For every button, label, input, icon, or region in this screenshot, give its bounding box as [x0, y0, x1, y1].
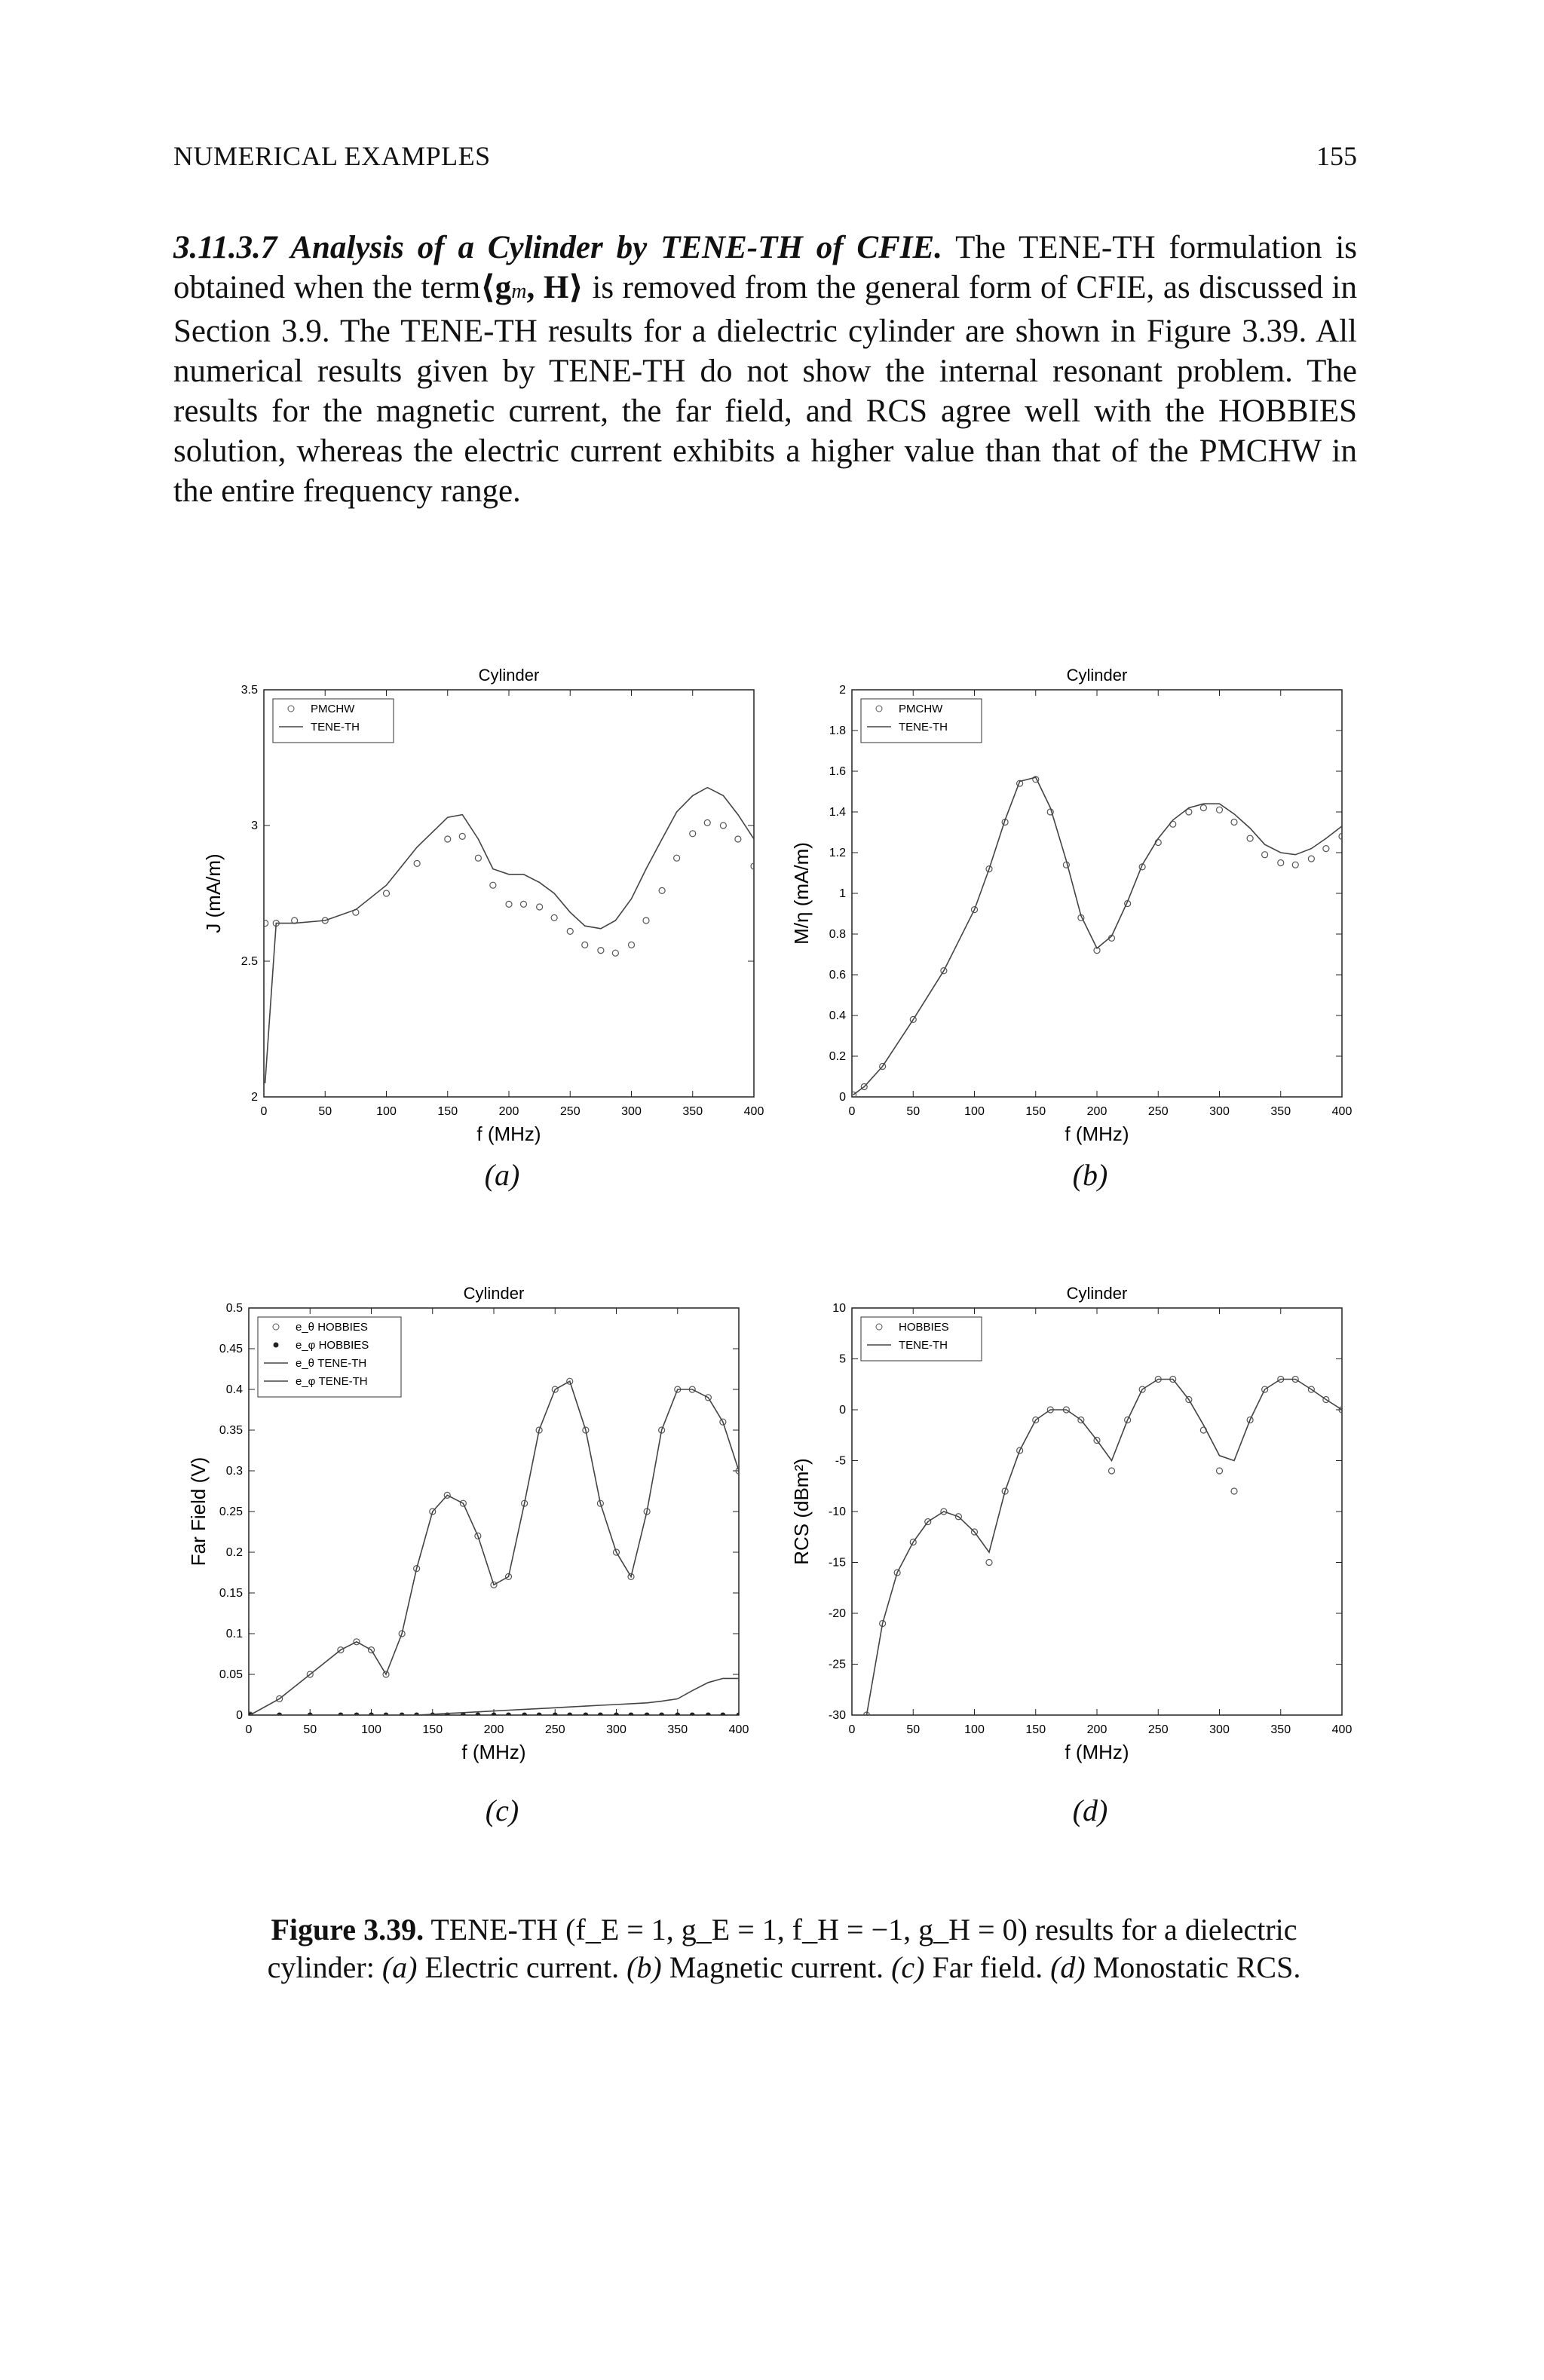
data-point: [690, 831, 696, 837]
data-point: [567, 1713, 572, 1718]
series-line: [867, 1380, 1343, 1716]
section-title: Analysis of a Cylinder by TENE-TH of CFIE.: [290, 230, 942, 265]
y-tick-label: 0.35: [219, 1424, 243, 1437]
x-tick-label: 0: [848, 1105, 856, 1118]
page-number: 155: [1316, 141, 1357, 171]
y-tick-label: -30: [828, 1709, 846, 1722]
data-point: [1278, 860, 1284, 866]
legend-label: TENE-TH: [311, 721, 360, 734]
panel-b-label: (b): [1072, 1158, 1108, 1192]
data-point: [704, 819, 710, 825]
data-point: [690, 1713, 695, 1718]
legend-label: e_θ HOBBIES: [296, 1321, 368, 1334]
y-tick-label: 0.2: [829, 1050, 846, 1063]
data-point: [1308, 856, 1314, 862]
data-point: [475, 1713, 480, 1718]
series-tene-th: [265, 788, 754, 1083]
data-point: [445, 836, 451, 842]
chart-magnetic-current: [784, 663, 1357, 1206]
data-point: [522, 1713, 527, 1718]
figure-number: Figure 3.39.: [271, 1913, 424, 1947]
caption-d-text: Monostatic RCS.: [1092, 1950, 1301, 1984]
data-point: [674, 855, 680, 861]
panel-d-label: (d): [1072, 1793, 1108, 1827]
section-paragraph: [173, 228, 1357, 511]
term-open: ⟨g: [480, 270, 512, 305]
y-tick-label: -5: [835, 1454, 846, 1468]
y-tick-label: -25: [828, 1658, 846, 1671]
y-tick-label: 0.25: [219, 1505, 243, 1518]
legend: [861, 699, 982, 743]
x-tick-label: 300: [606, 1723, 626, 1736]
x-tick-label: 50: [318, 1105, 332, 1118]
legend-label: PMCHW: [311, 703, 355, 715]
x-tick-label: 200: [483, 1723, 504, 1736]
data-point: [986, 1560, 992, 1566]
x-tick-label: 250: [559, 1105, 581, 1118]
x-tick-label: 350: [667, 1723, 688, 1736]
legend-label: e_θ TENE-TH: [296, 1357, 367, 1370]
chart-title: Cylinder: [463, 1284, 525, 1303]
x-tick-label: 350: [1270, 1723, 1291, 1736]
data-point: [614, 1713, 619, 1718]
x-tick-label: 300: [1209, 1105, 1230, 1118]
plot-frame: [852, 1308, 1342, 1715]
caption-c: (c): [891, 1950, 925, 1984]
legend-label: TENE-TH: [899, 721, 948, 734]
data-point: [582, 942, 588, 948]
data-point: [598, 948, 604, 954]
data-point: [737, 1713, 742, 1718]
data-point: [551, 914, 557, 920]
x-tick-label: 150: [1025, 1723, 1046, 1736]
legend-label: PMCHW: [899, 703, 943, 715]
chart-title: Cylinder: [478, 666, 540, 685]
x-tick-label: 400: [1331, 1723, 1353, 1736]
data-point: [1109, 1468, 1115, 1474]
data-point: [645, 1713, 650, 1718]
series-pmchw: [850, 776, 1345, 1098]
data-point: [629, 1713, 634, 1718]
x-tick-label: 250: [544, 1723, 565, 1736]
y-axis-label: J (mA/m): [202, 853, 225, 933]
y-tick-label: 0.2: [225, 1546, 243, 1559]
y-tick-label: -10: [828, 1505, 846, 1518]
x-tick-label: 400: [743, 1105, 764, 1118]
chart-title: Cylinder: [1066, 1284, 1128, 1303]
data-point: [414, 860, 420, 866]
y-tick-label: 3.5: [240, 684, 258, 697]
y-tick-label: 2: [839, 684, 846, 697]
y-tick-label: 0.05: [219, 1668, 243, 1681]
y-tick-label: -20: [828, 1607, 846, 1620]
x-tick-label: 250: [1147, 1105, 1169, 1118]
caption-text-1: TENE-TH: [430, 1913, 559, 1947]
data-point: [659, 1713, 664, 1718]
y-tick-label: 0: [839, 1404, 846, 1417]
section-number: 3.11.3.7: [173, 230, 277, 265]
x-tick-label: 0: [260, 1105, 268, 1118]
panel-a-label: (a): [484, 1158, 520, 1192]
caption-c-text: Far field.: [932, 1950, 1043, 1984]
x-tick-label: 100: [964, 1723, 985, 1736]
data-point: [612, 950, 618, 956]
series-pmchw: [262, 819, 757, 956]
series-e-tene-th: [250, 1678, 739, 1715]
running-header-title: NUMERICAL EXAMPLES: [173, 141, 491, 171]
data-point: [459, 833, 465, 839]
legend: [273, 699, 394, 743]
y-tick-label: 0: [839, 1091, 846, 1104]
term-subscript: m: [511, 280, 527, 303]
y-axis-label: RCS (dBm²): [790, 1458, 813, 1565]
y-tick-label: 0.8: [829, 928, 846, 941]
data-point: [1217, 807, 1223, 813]
series-e-hobbies: [247, 1378, 742, 1718]
data-point: [643, 917, 649, 924]
data-point: [629, 942, 635, 948]
data-point: [583, 1713, 588, 1718]
series-line: [265, 788, 754, 1083]
legend-label: HOBBIES: [899, 1321, 949, 1334]
data-point: [430, 1713, 435, 1718]
legend: [258, 1317, 401, 1397]
series-tene-th: [853, 777, 1342, 1095]
data-point: [506, 1713, 511, 1718]
panel-c: [181, 1282, 754, 1870]
data-point: [490, 882, 496, 888]
x-tick-label: 50: [906, 1105, 921, 1118]
series-line: [250, 1678, 739, 1715]
caption-params: (f_E = 1, g_E = 1, f_H = −1, g_H = 0): [565, 1913, 1028, 1947]
x-tick-label: 200: [498, 1105, 519, 1118]
x-tick-label: 400: [1331, 1105, 1353, 1118]
x-tick-label: 100: [964, 1105, 985, 1118]
plot-frame: [264, 690, 754, 1097]
y-tick-label: 0: [236, 1709, 243, 1722]
caption-a-text: Electric current.: [424, 1950, 620, 1984]
series-tene-th: [867, 1380, 1343, 1716]
data-point: [506, 901, 512, 907]
legend-label: e_φ HOBBIES: [296, 1339, 369, 1352]
x-tick-label: 150: [1025, 1105, 1046, 1118]
paragraph-text-1: The TENE-TH formulation is obtained when the term: [173, 230, 1358, 305]
y-tick-label: 1.2: [829, 847, 846, 859]
y-tick-label: 0.5: [225, 1302, 243, 1315]
data-point: [262, 920, 268, 927]
data-point: [1200, 805, 1206, 811]
running-header: [173, 140, 1357, 178]
y-axis-label: M/η (mA/m): [790, 842, 813, 945]
x-tick-label: 50: [906, 1723, 921, 1736]
data-point: [537, 1713, 542, 1718]
caption-text-2: results for a dielectric cylinder:: [267, 1913, 1297, 1984]
x-axis-label: f (MHz): [461, 1741, 526, 1763]
y-tick-label: 0.4: [829, 1009, 846, 1022]
chart-monostatic-rcs: [784, 1282, 1357, 1824]
y-tick-label: 0.1: [225, 1628, 243, 1640]
caption-d: (d): [1050, 1950, 1086, 1984]
y-tick-label: 10: [832, 1302, 846, 1315]
x-tick-label: 400: [728, 1723, 749, 1736]
series-hobbies: [864, 1377, 1346, 1719]
data-point: [675, 1713, 680, 1718]
data-point: [735, 836, 741, 842]
x-axis-label: f (MHz): [476, 1123, 541, 1145]
legend-label: e_φ TENE-TH: [296, 1375, 368, 1388]
data-point: [598, 1713, 603, 1718]
y-tick-label: 3: [251, 819, 258, 832]
y-tick-label: 1.6: [829, 765, 846, 778]
legend: [861, 1317, 982, 1361]
x-axis-label: f (MHz): [1065, 1741, 1129, 1763]
x-tick-label: 0: [245, 1723, 253, 1736]
paragraph-text-2: is removed from the general form of CFIE, as discussed in Section 3.9. The TENE-TH results for a dielectric cylinder are shown in Figure 3.39. All numerical results given by TENE-TH do not show the internal resonant problem. The results for the magnetic current, the far field, and RCS agree well with the HOBBIES solution, whereas the electric current exhibits a higher value than that of the PMCHW in the entire frequency range.: [173, 270, 1357, 509]
data-point: [1247, 835, 1253, 841]
x-tick-label: 250: [1147, 1723, 1169, 1736]
plot-frame: [852, 690, 1342, 1097]
data-point: [1231, 1488, 1237, 1494]
y-tick-label: 1.4: [829, 806, 846, 819]
y-tick-label: 1.8: [829, 724, 846, 737]
x-tick-label: 200: [1086, 1723, 1107, 1736]
data-point: [706, 1713, 711, 1718]
series-line: [250, 1381, 739, 1715]
y-tick-label: 5: [839, 1352, 846, 1366]
x-tick-label: 300: [621, 1105, 642, 1118]
data-point: [1323, 846, 1329, 852]
data-point: [720, 1713, 725, 1718]
caption-a: (a): [381, 1950, 418, 1984]
data-point: [1231, 819, 1237, 825]
caption-b-text: Magnetic current.: [669, 1950, 884, 1984]
panel-c-label: (c): [485, 1793, 519, 1827]
y-tick-label: -15: [828, 1556, 846, 1570]
legend-marker: [274, 1343, 279, 1348]
panel-d: [784, 1282, 1357, 1870]
data-point: [720, 822, 726, 829]
data-point: [537, 904, 543, 910]
chart-title: Cylinder: [1066, 666, 1128, 685]
data-point: [384, 890, 390, 896]
x-tick-label: 300: [1209, 1723, 1230, 1736]
y-tick-label: 0.15: [219, 1587, 243, 1600]
x-tick-label: 50: [303, 1723, 317, 1736]
data-point: [492, 1713, 497, 1718]
y-tick-label: 0.6: [829, 969, 846, 982]
y-tick-label: 0.4: [225, 1383, 243, 1396]
data-point: [1217, 1468, 1223, 1474]
series-line: [853, 777, 1342, 1095]
figure-caption: [219, 1911, 1349, 1986]
data-point: [553, 1713, 558, 1718]
x-tick-label: 100: [376, 1105, 397, 1118]
data-point: [567, 928, 573, 934]
y-tick-label: 2: [251, 1091, 258, 1104]
chart-far-field: [181, 1282, 754, 1824]
x-tick-label: 150: [437, 1105, 458, 1118]
legend-label: TENE-TH: [899, 1339, 948, 1352]
y-tick-label: 0.45: [219, 1343, 243, 1355]
chart-electric-current: [196, 663, 769, 1206]
data-point: [659, 887, 665, 893]
y-tick-label: 0.3: [225, 1465, 243, 1478]
term-close: , H⟩: [526, 270, 584, 305]
x-axis-label: f (MHz): [1065, 1123, 1129, 1145]
data-point: [1292, 862, 1298, 868]
x-tick-label: 200: [1086, 1105, 1107, 1118]
data-point: [475, 855, 481, 861]
x-tick-label: 350: [1270, 1105, 1291, 1118]
y-tick-label: 1: [839, 887, 846, 900]
x-tick-label: 350: [682, 1105, 703, 1118]
caption-b: (b): [626, 1950, 662, 1984]
series-e-tene-th: [250, 1381, 739, 1715]
x-tick-label: 0: [848, 1723, 856, 1736]
data-point: [521, 901, 527, 907]
x-tick-label: 100: [361, 1723, 381, 1736]
data-point: [1262, 852, 1268, 858]
y-tick-label: 2.5: [240, 955, 258, 968]
x-tick-label: 150: [422, 1723, 443, 1736]
y-axis-label: Far Field (V): [187, 1456, 210, 1567]
